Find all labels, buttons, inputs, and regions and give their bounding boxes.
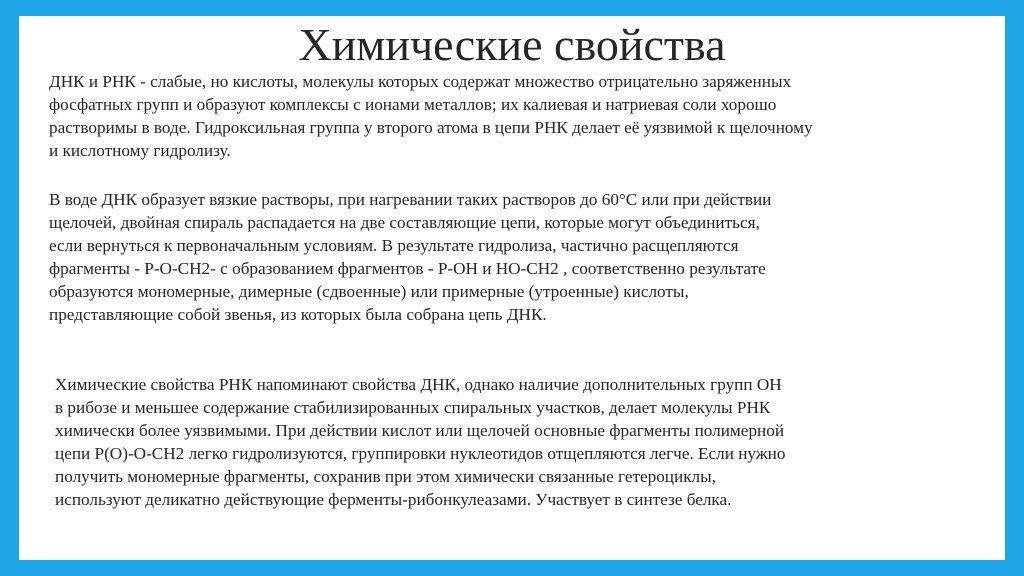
text-line: фосфатных групп и образуют комплексы с ионами металлов; их калиевая и натриевая соли хорошо bbox=[49, 95, 777, 114]
paragraph-rna-properties bbox=[55, 373, 785, 511]
slide-title: Химические свойства bbox=[298, 19, 726, 70]
text-line: цепи Р(О)-О-СН2 легко гидролизуются, группировки нуклеотидов отщепляются легче. Если нужно bbox=[55, 444, 786, 463]
paragraph-acid-properties bbox=[49, 70, 813, 162]
text-line: фрагменты - Р-О-СН2- с образованием фрагментов - Р-ОН и НО-СН2 , соответственно результате bbox=[49, 259, 766, 278]
paragraph-dna-solutions bbox=[49, 188, 771, 326]
slide-content bbox=[19, 16, 1005, 560]
text-line: растворимы в воде. Гидроксильная группа у второго атома в цепи РНК делает её уязвимой к щелочному bbox=[49, 118, 813, 137]
text-line: получить мономерные фрагменты, сохранив при этом химически связанные гетероциклы, bbox=[55, 467, 716, 486]
text-line: Химические свойства РНК напоминают свойства ДНК, однако наличие дополнительных групп ОН bbox=[55, 375, 782, 394]
text-line: щелочей, двойная спираль распадается на две составляющие цепи, которые могут объединиться, bbox=[49, 213, 760, 232]
text-line: образуются мономерные, димерные (сдвоенные) или примерные (утроенные) кислоты, bbox=[49, 282, 689, 301]
text-line: в рибозе и меньшее содержание стабилизированных спиральных участков, делает молекулы РНК bbox=[55, 398, 771, 417]
text-line: используют деликатно действующие ферменты-рибонкулеазами. Участвует в синтезе белка. bbox=[55, 490, 732, 509]
text-line: ДНК и РНК - слабые, но кислоты, молекулы которых содержат множество отрицательно заряженных bbox=[49, 72, 792, 91]
text-line: В воде ДНК образует вязкие растворы, при нагревании таких растворов до 60°С или при действии bbox=[49, 190, 772, 209]
text-line: и кислотному гидролизу. bbox=[49, 141, 231, 160]
text-line: если вернуться к первоначальным условиям. В результате гидролиза, частично расщепляются bbox=[49, 236, 739, 255]
text-line: представляющие собой звенья, из которых была собрана цепь ДНК. bbox=[49, 305, 547, 324]
text-line: химически более уязвимыми. При действии кислот или щелочей основные фрагменты полимерной bbox=[55, 421, 785, 440]
